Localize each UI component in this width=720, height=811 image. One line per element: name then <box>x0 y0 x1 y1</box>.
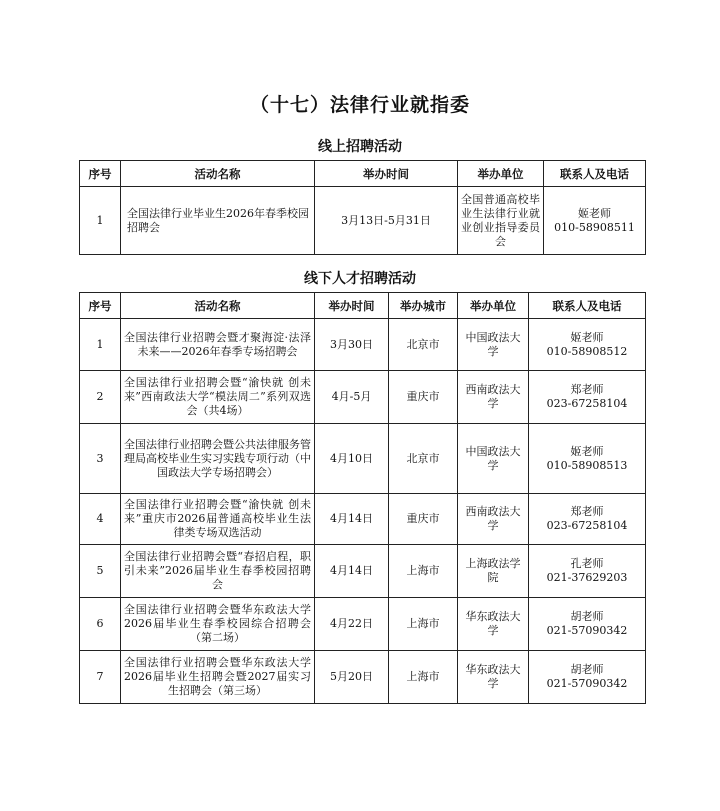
contact-person: 姬老师 <box>570 444 604 458</box>
table-row <box>80 494 646 545</box>
header-activity-name: 活动名称 <box>121 293 315 319</box>
organizer: 全国普通高校毕业生法律行业就业创业指导委员会 <box>458 187 544 255</box>
contact-cell <box>529 494 646 545</box>
row-no: 2 <box>80 371 121 424</box>
contact-phone: 023-67258104 <box>546 519 628 532</box>
organizer: 华东政法大学 <box>458 598 529 651</box>
header-organizer: 举办单位 <box>458 293 529 319</box>
activity-time: 4月22日 <box>315 598 389 651</box>
contact-person: 郑老师 <box>570 505 604 518</box>
header-contact: 联系人及电话 <box>544 161 646 187</box>
contact-person: 孔老师 <box>570 557 604 570</box>
activity-name: 全国法律行业招聘会暨“渝快就 创未来”西南政法大学“模法周二”系列双选会（共4场） <box>121 371 315 424</box>
organizer: 西南政法大学 <box>458 371 529 424</box>
contact-cell <box>544 187 646 255</box>
table-row <box>80 187 646 255</box>
header-no: 序号 <box>80 161 121 187</box>
activity-name: 全国法律行业招聘会暨“春招启程，职引未来”2026届毕业生春季校园招聘会 <box>121 545 315 598</box>
contact-person: 姬老师 <box>570 330 604 344</box>
table-header-row <box>80 293 646 319</box>
activity-city: 上海市 <box>389 651 458 704</box>
contact-cell <box>529 598 646 651</box>
row-no: 4 <box>80 494 121 545</box>
organizer: 中国政法大学 <box>458 319 529 371</box>
activity-name: 全国法律行业毕业生2026年春季校园招聘会 <box>121 187 315 255</box>
header-contact: 联系人及电话 <box>529 293 646 319</box>
row-no: 3 <box>80 424 121 494</box>
table-row <box>80 424 646 494</box>
activity-name: 全国法律行业招聘会暨华东政法大学2026届毕业生春季校园综合招聘会（第二场） <box>121 598 315 651</box>
contact-person: 姬老师 <box>578 206 611 220</box>
row-no: 5 <box>80 545 121 598</box>
organizer: 上海政法学院 <box>458 545 529 598</box>
activity-name: 全国法律行业招聘会暨才聚海淀·法泽未来——2026年春季专场招聘会 <box>121 319 315 371</box>
activity-time: 4月10日 <box>315 424 389 494</box>
activity-city: 北京市 <box>389 424 458 494</box>
contact-phone: 010-58908512 <box>546 344 628 358</box>
contact-phone: 021-57090342 <box>546 677 628 690</box>
offline-recruitment-table <box>79 292 646 704</box>
contact-phone: 021-57090342 <box>546 624 628 637</box>
page-title: （十七）法律行业就指委 <box>249 94 470 116</box>
row-no: 6 <box>80 598 121 651</box>
contact-phone: 021-37629203 <box>546 571 628 584</box>
contact-person: 郑老师 <box>570 383 604 396</box>
organizer: 中国政法大学 <box>458 424 529 494</box>
row-no: 1 <box>80 319 121 371</box>
header-city: 举办城市 <box>389 293 458 319</box>
contact-phone: 023-67258104 <box>546 397 628 410</box>
contact-cell <box>529 371 646 424</box>
table-row <box>80 319 646 371</box>
table-header-row <box>80 161 646 187</box>
header-time: 举办时间 <box>315 293 389 319</box>
activity-city: 上海市 <box>389 545 458 598</box>
activity-name: 全国法律行业招聘会暨公共法律服务管理局高校毕业生实习实践专项行动（中国政法大学专场招聘会） <box>121 424 315 494</box>
row-no: 7 <box>80 651 121 704</box>
activity-time: 3月13日-5月31日 <box>315 187 458 255</box>
activity-name: 全国法律行业招聘会暨“渝快就 创未来”重庆市2026届普通高校毕业生法律类专场双选活动 <box>121 494 315 545</box>
table-row <box>80 371 646 424</box>
activity-time: 3月30日 <box>315 319 389 371</box>
contact-phone: 010-58908511 <box>554 220 635 234</box>
activity-time: 5月20日 <box>315 651 389 704</box>
activity-city: 重庆市 <box>389 371 458 424</box>
activity-time: 4月14日 <box>315 545 389 598</box>
contact-person: 胡老师 <box>570 663 604 676</box>
organizer: 西南政法大学 <box>458 494 529 545</box>
header-organizer: 举办单位 <box>458 161 544 187</box>
contact-cell <box>529 545 646 598</box>
activity-time: 4月-5月 <box>315 371 389 424</box>
online-recruitment-table <box>79 160 646 255</box>
activity-city: 上海市 <box>389 598 458 651</box>
table-row <box>80 598 646 651</box>
offline-section-heading: 线下人才招聘活动 <box>304 271 416 287</box>
table-row <box>80 545 646 598</box>
activity-time: 4月14日 <box>315 494 389 545</box>
contact-person: 胡老师 <box>570 610 604 623</box>
activity-city: 北京市 <box>389 319 458 371</box>
organizer: 华东政法大学 <box>458 651 529 704</box>
online-section-heading: 线上招聘活动 <box>318 139 402 155</box>
activity-city: 重庆市 <box>389 494 458 545</box>
contact-cell <box>529 651 646 704</box>
contact-phone: 010-58908513 <box>546 458 628 472</box>
table-row <box>80 651 646 704</box>
header-activity-name: 活动名称 <box>121 161 315 187</box>
contact-cell <box>529 319 646 371</box>
header-no: 序号 <box>80 293 121 319</box>
contact-cell <box>529 424 646 494</box>
header-time: 举办时间 <box>315 161 458 187</box>
row-no: 1 <box>80 187 121 255</box>
activity-name: 全国法律行业招聘会暨华东政法大学2026届毕业生招聘会暨2027届实习生招聘会（第三场） <box>121 651 315 704</box>
